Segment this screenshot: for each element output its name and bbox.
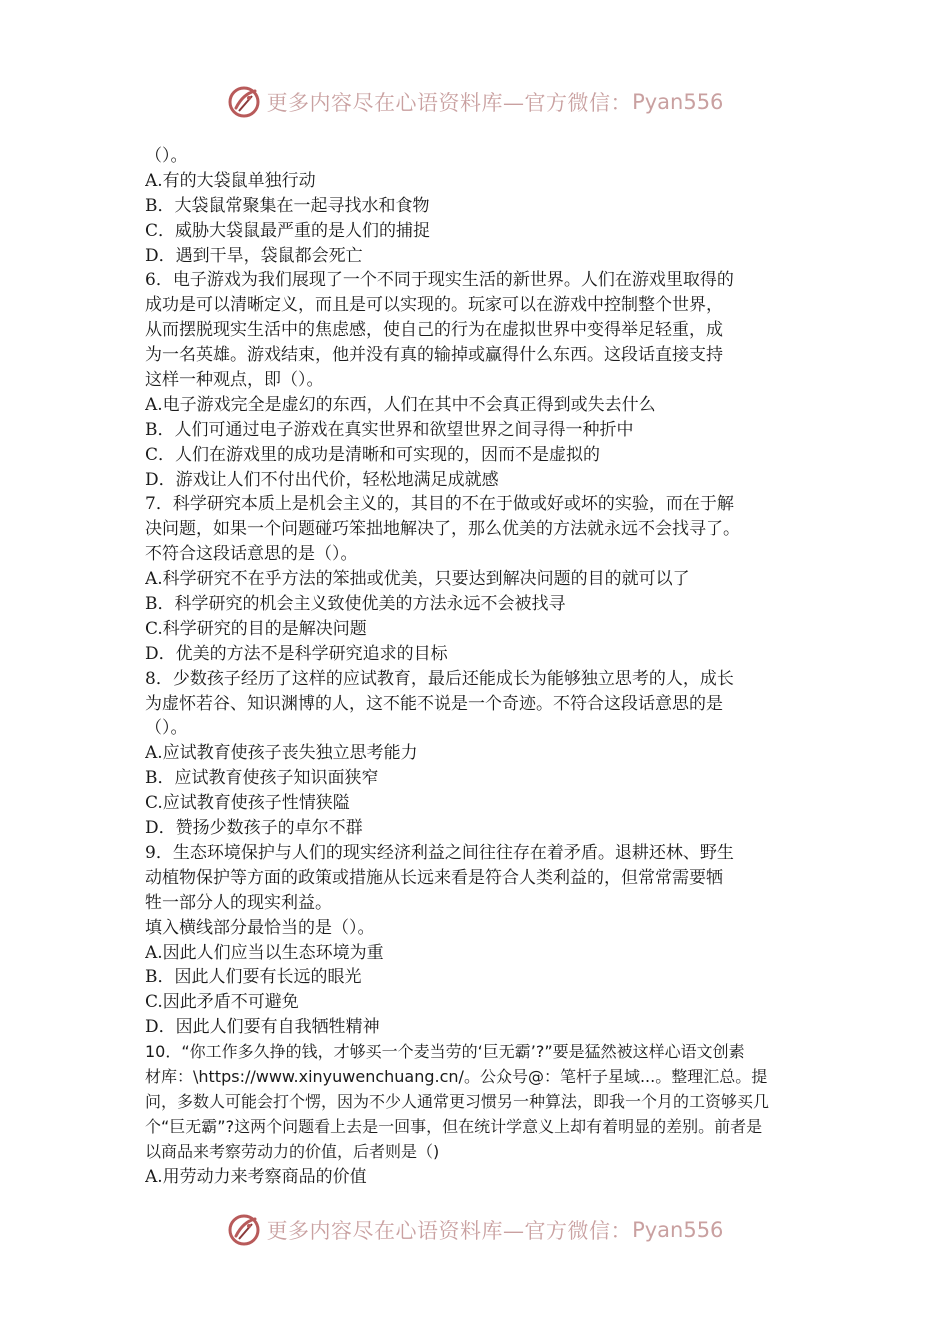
option-b: B．人们可通过电子游戏在真实世界和欲望世界之间寻得一种折中 xyxy=(145,419,634,440)
pen-logo-icon xyxy=(227,1212,263,1248)
footer-banner xyxy=(0,1206,950,1254)
option-c: C.科学研究的目的是解决问题 xyxy=(145,618,367,639)
option-a: A.有的大袋鼠单独行动 xyxy=(145,170,316,191)
option-d: D．遇到干旱，袋鼠都会死亡 xyxy=(145,245,363,266)
option-a: A.应试教育使孩子丧失独立思考能力 xyxy=(145,743,418,764)
question-8-stem: 为虚怀若谷、知识渊博的人，这不能不说是一个奇迹。不符合这段话意思的是 xyxy=(145,693,723,714)
question-6-stem: 从而摆脱现实生活中的焦虑感，使自己的行为在虚拟世界中变得举足轻重，成 xyxy=(145,320,723,341)
banner-wechat-id: Pyan556 xyxy=(632,1218,724,1242)
banner-slogan: 更多内容尽在心语资料库—官方微信： xyxy=(266,1219,633,1243)
option-b: B．因此人们要有长远的眼光 xyxy=(145,967,362,988)
question-10-stem: 以商品来考察劳动力的价值，后者则是（) xyxy=(145,1141,440,1161)
option-a: A.因此人们应当以生态环境为重 xyxy=(145,942,384,963)
pen-logo-icon xyxy=(227,84,263,120)
header-banner xyxy=(0,78,950,126)
question-6-stem: 6．电子游戏为我们展现了一个不同于现实生活的新世界。人们在游戏里取得的 xyxy=(145,270,734,291)
option-b: B．科学研究的机会主义致使优美的方法永远不会被找寻 xyxy=(145,594,566,615)
question-7-stem: 不符合这段话意思的是（）。 xyxy=(145,544,358,565)
question-8-stem: 8．少数孩子经历了这样的应试教育，最后还能成长为能够独立思考的人，成长 xyxy=(145,668,734,689)
question-6-stem: 为一名英雄。游戏结束，他并没有真的输掉或赢得什么东西。这段话直接支持 xyxy=(145,345,723,366)
question-9-stem: 牲一部分人的现实利益。 xyxy=(145,892,332,913)
option-d: D．赞扬少数孩子的卓尔不群 xyxy=(145,818,363,839)
question-9-stem: 9．生态环境保护与人们的现实经济利益之间往往存在着矛盾。退耕还林、野生 xyxy=(145,842,734,863)
option-b: B．大袋鼠常聚集在一起寻找水和食物 xyxy=(145,195,430,216)
option-a: A.电子游戏完全是虚幻的东西，人们在其中不会真正得到或失去什么 xyxy=(145,394,656,415)
question-7-stem: 7．科学研究本质上是机会主义的，其目的不在于做或好或坏的实验，而在于解 xyxy=(145,494,734,515)
option-d: D．游戏让人们不付出代价，轻松地满足成就感 xyxy=(145,469,499,490)
question-10-stem: 材库：\https://www.xinyuwenchuang.cn/。公众号@：笔杆子星域...。整理汇总。提 xyxy=(145,1066,768,1086)
option-c: C．威胁大袋鼠最严重的是人们的捕捉 xyxy=(145,220,431,241)
question-10-stem: 个“巨无霸”?这两个问题看上去是一回事，但在统计学意义上却有着明显的差别。前者是 xyxy=(145,1116,763,1136)
question-10-stem: 10．“你工作多久挣的钱，才够买一个麦当劳的‘巨无霸’?”要是猛然被这样心语文创素 xyxy=(145,1042,745,1062)
option-a: A.用劳动力来考察商品的价值 xyxy=(145,1166,367,1187)
option-c: C．人们在游戏里的成功是清晰和可实现的，因而不是虚拟的 xyxy=(145,444,601,465)
option-a: A.科学研究不在乎方法的笨拙或优美，只要达到解决问题的目的就可以了 xyxy=(145,569,690,590)
question-6-stem: 这样一种观点，即（）。 xyxy=(145,370,324,391)
document-body xyxy=(145,144,815,1189)
banner-wechat-id: Pyan556 xyxy=(632,90,724,114)
text-line: （）。 xyxy=(145,146,188,166)
question-9-stem: 动植物保护等方面的政策或措施从长远来看是符合人类利益的，但常常需要牺 xyxy=(145,867,723,888)
question-9-prompt: 填入横线部分最恰当的是（）。 xyxy=(145,917,375,938)
option-c: C.因此矛盾不可避免 xyxy=(145,992,299,1013)
question-8-stem: （）。 xyxy=(145,718,188,739)
option-d: D．优美的方法不是科学研究追求的目标 xyxy=(145,643,448,664)
question-7-stem: 决问题，如果一个问题碰巧笨拙地解决了，那么优美的方法就永远不会找寻了。 xyxy=(145,519,740,540)
question-10-stem: 问，多数人可能会打个愣，因为不少人通常更习惯另一种算法，即我一个月的工资够买几 xyxy=(145,1091,770,1111)
option-b: B．应试教育使孩子知识面狭窄 xyxy=(145,768,379,789)
option-d: D．因此人们要有自我牺牲精神 xyxy=(145,1017,380,1038)
option-c: C.应试教育使孩子性情狭隘 xyxy=(145,793,350,814)
banner-slogan: 更多内容尽在心语资料库—官方微信： xyxy=(266,91,633,115)
question-6-stem: 成功是可以清晰定义，而且是可以实现的。玩家可以在游戏中控制整个世界， xyxy=(145,295,723,316)
